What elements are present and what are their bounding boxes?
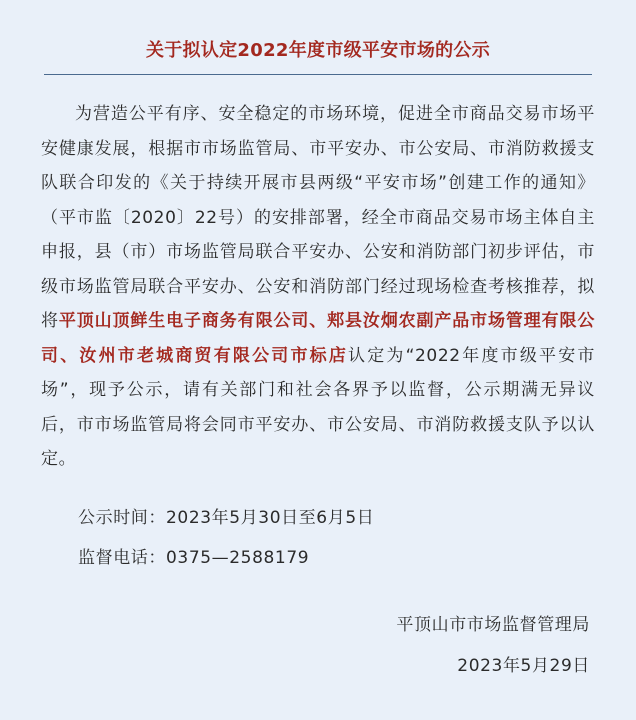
issuing-authority: 平顶山市市场监督管理局 [396, 615, 590, 635]
publicity-period: 公示时间：2023年5月30日至6月5日 [78, 508, 375, 528]
title-divider [44, 74, 592, 75]
body-text-part-2: 认定为“2022年度市级平安市场”，现予公示，请有关部门和社会各界予以监督，公示期满无异议后，市市场监管局将会同市平安办、市公安局、市消防救援支队予以认定。 [41, 345, 595, 469]
issue-date: 2023年5月29日 [457, 656, 590, 676]
notice-body-paragraph [41, 97, 595, 477]
body-text-part-1: 为营造公平有序、安全稳定的市场环境，促进全市商品交易市场平安健康发展，根据市市场监管局、市平安办、市公安局、市消防救援支队联合印发的《关于持续开展市县两级“平安市场”创建工作的通知》（平市监〔2020〕22号）的安排部署，经全市商品交易市场主体自主申报，县（市）市场监管局联合平安办、公安和消防部门初步评估，市级市场监管局联合平安办、公安和消防部门经过现场检查考核推荐，拟将 [41, 104, 595, 331]
supervision-phone: 监督电话：0375—2588179 [78, 548, 310, 568]
notice-title: 关于拟认定2022年度市级平安市场的公示 [145, 40, 491, 61]
highlighted-market-names: 平顶山顶鲜生电子商务有限公司、郏县汝炯农副产品市场管理有限公司、汝州市老城商贸有限公司市标店 [41, 311, 595, 366]
